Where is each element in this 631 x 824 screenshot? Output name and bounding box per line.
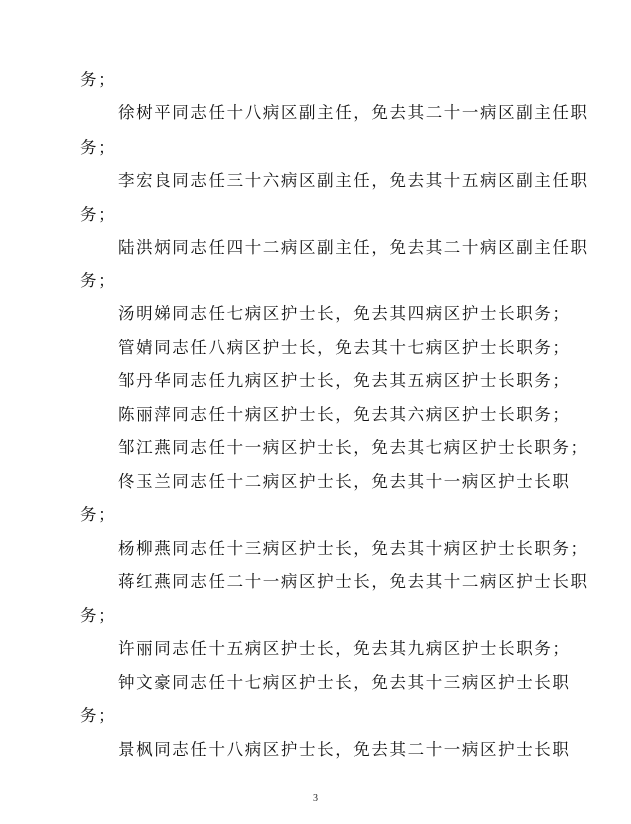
- text-line: 蒋红燕同志任二十一病区护士长，免去其十二病区护士长职: [118, 572, 589, 591]
- text-line: 管婧同志任八病区护士长，免去其十七病区护士长职务；: [118, 338, 571, 357]
- text-line: 佟玉兰同志任十二病区护士长，免去其十一病区护士长职: [118, 472, 571, 491]
- text-line: 邹江燕同志任十一病区护士长，免去其七病区护士长职务；: [118, 438, 589, 457]
- text-line: 务；: [80, 138, 117, 157]
- text-line: 陈丽萍同志任十病区护士长，免去其六病区护士长职务；: [118, 405, 571, 424]
- text-line: 务；: [80, 70, 117, 89]
- text-line: 汤明娣同志任七病区护士长，免去其四病区护士长职务；: [118, 304, 571, 323]
- text-line: 陆洪炳同志任四十二病区副主任，免去其二十病区副主任职: [118, 238, 589, 257]
- text-line: 李宏良同志任三十六病区副主任，免去其十五病区副主任职: [118, 171, 589, 190]
- text-line: 钟文豪同志任十七病区护士长，免去其十三病区护士长职: [118, 673, 571, 692]
- text-line: 景枫同志任十八病区护士长，免去其二十一病区护士长职: [118, 740, 571, 759]
- text-line: 务；: [80, 271, 117, 290]
- text-line: 杨柳燕同志任十三病区护士长，免去其十病区护士长职务；: [118, 539, 589, 558]
- text-line: 务；: [80, 205, 117, 224]
- page-number: 3: [313, 793, 318, 804]
- text-line: 邹丹华同志任九病区护士长，免去其五病区护士长职务；: [118, 371, 571, 390]
- text-line: 务；: [80, 606, 117, 625]
- text-line: 务；: [80, 505, 117, 524]
- text-line: 许丽同志任十五病区护士长，免去其九病区护士长职务；: [118, 639, 571, 658]
- text-line: 徐树平同志任十八病区副主任，免去其二十一病区副主任职: [118, 103, 589, 122]
- text-line: 务；: [80, 706, 117, 725]
